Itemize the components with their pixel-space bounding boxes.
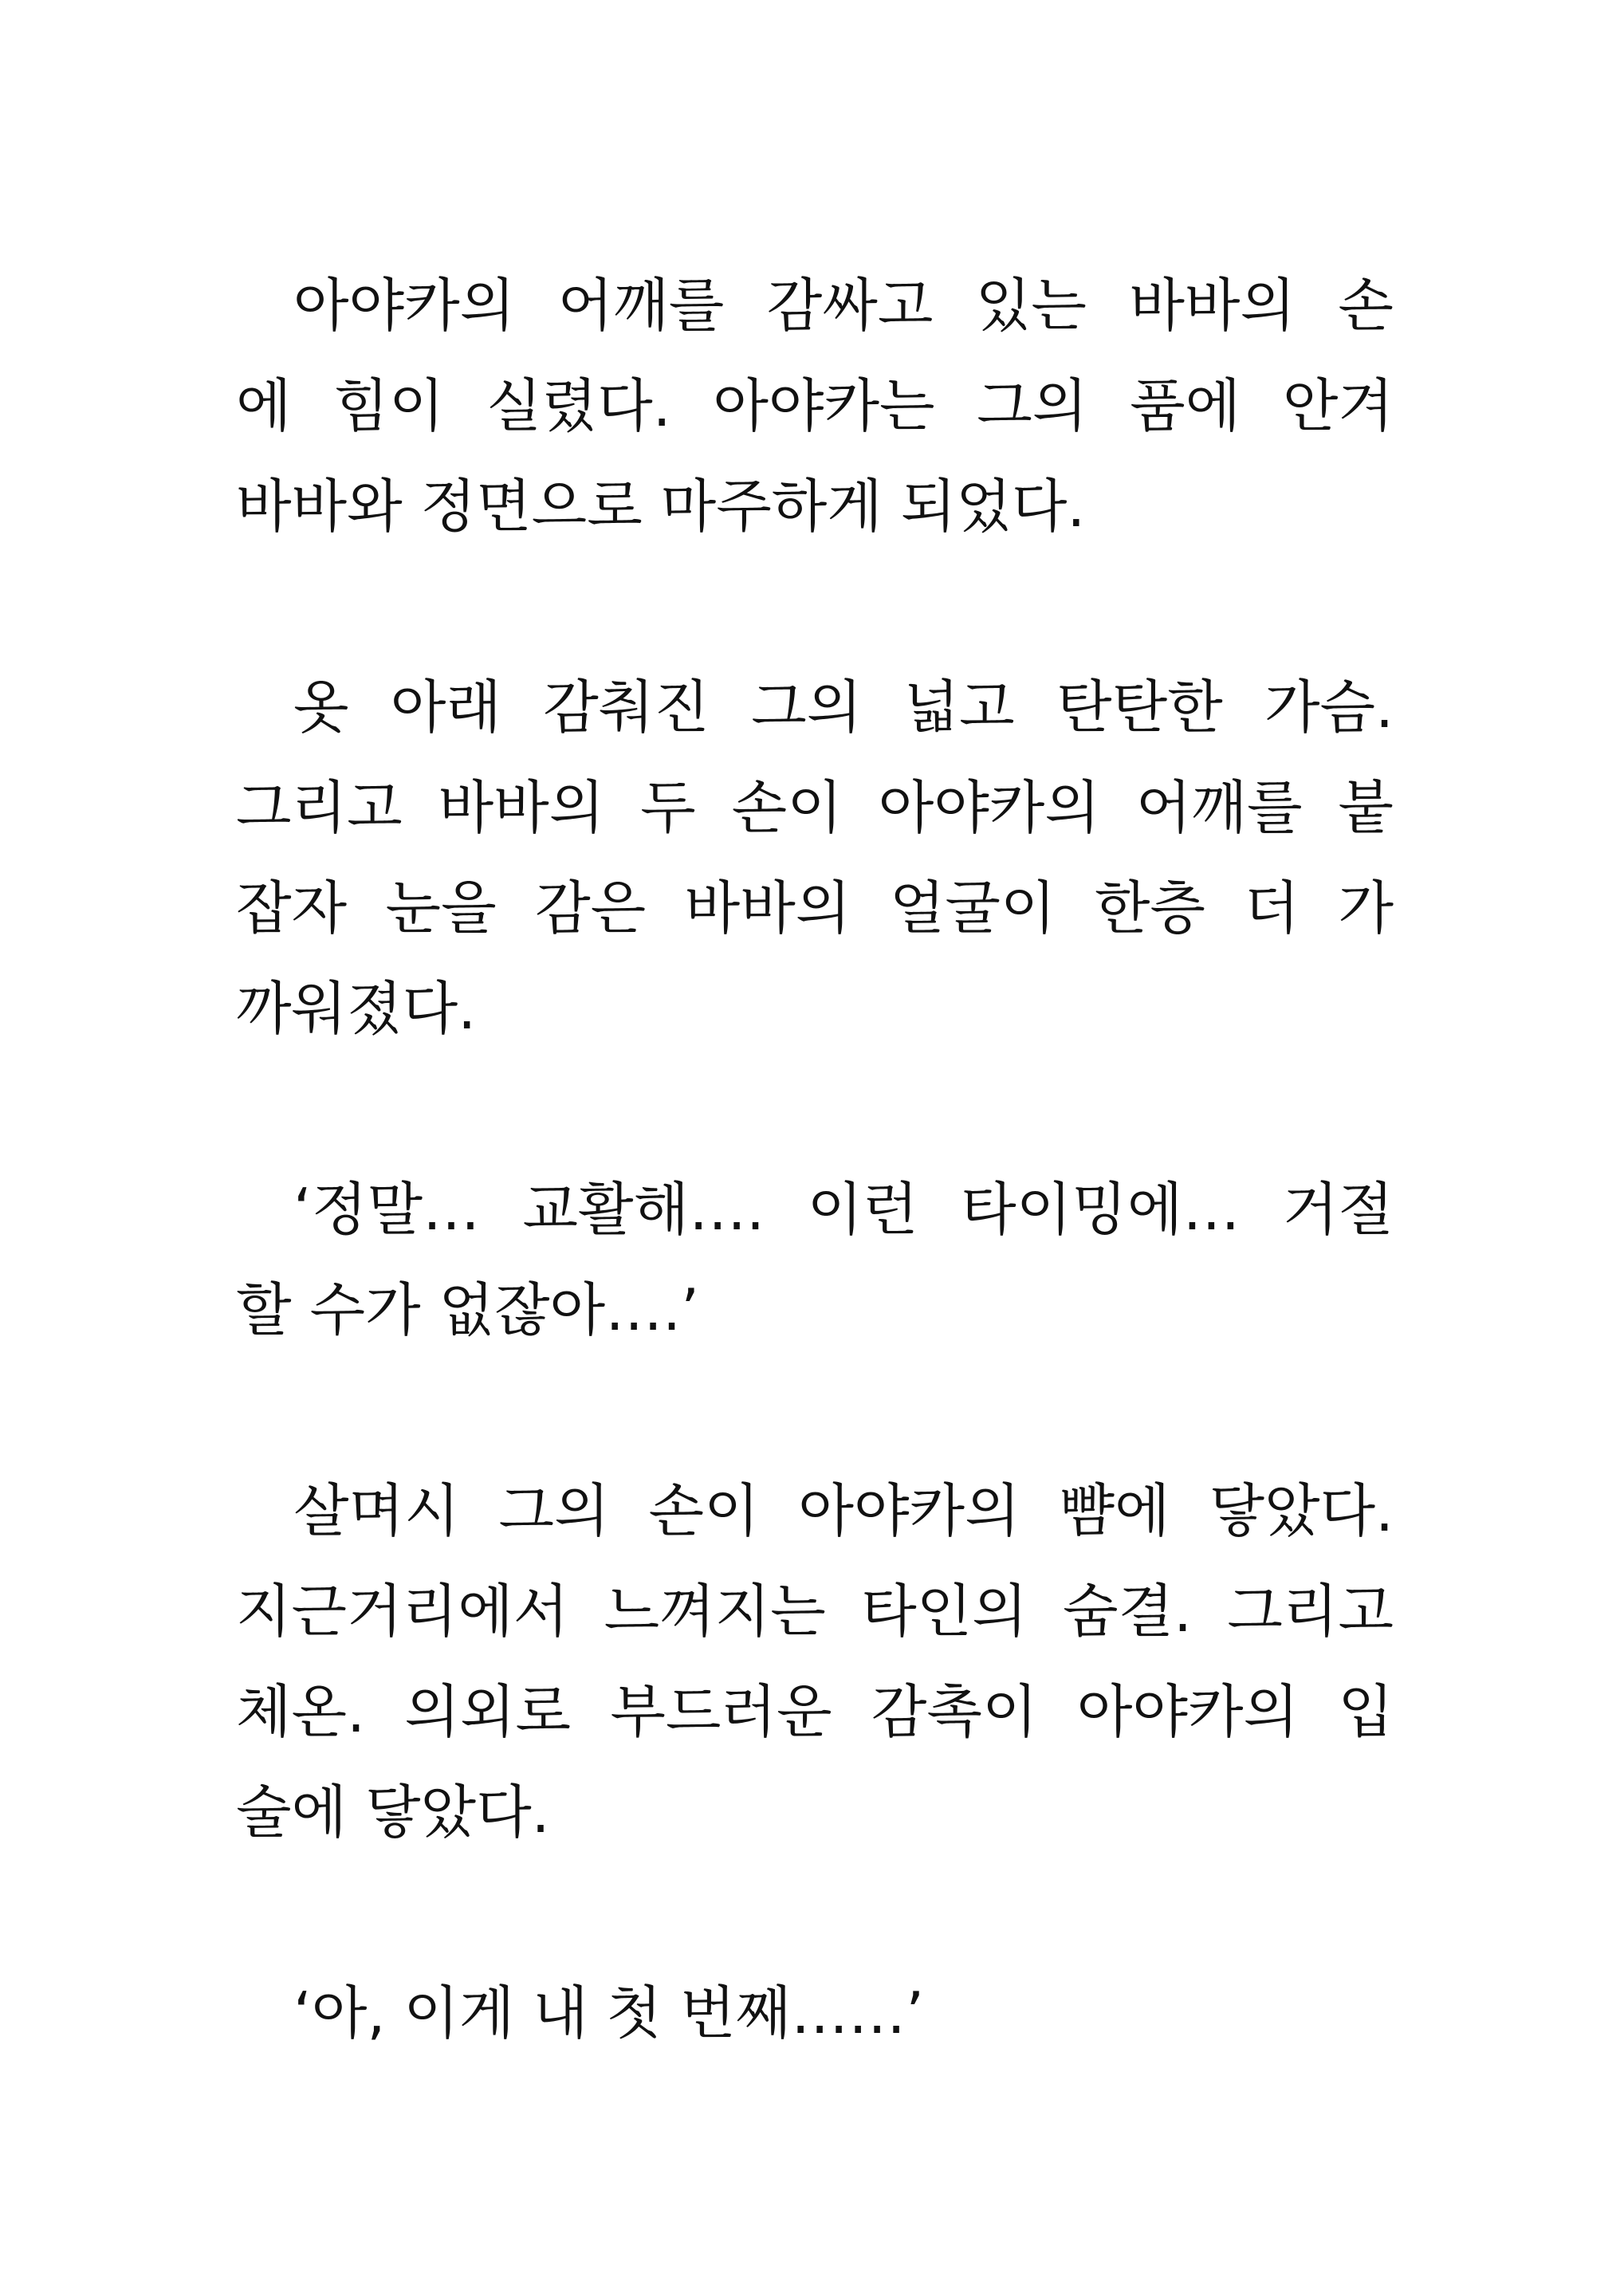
paragraph-3: [236, 1159, 1394, 1360]
text-line: 까워졌다.: [236, 975, 477, 1042]
text-line: 아야카의 어깨를 감싸고 있는 바바의 손: [293, 272, 1394, 339]
text-line: 할 수가 없잖아….’: [236, 1276, 699, 1343]
text-line: 살며시 그의 손이 아야카의 뺨에 닿았다.: [293, 1477, 1394, 1544]
paragraph-1: [236, 255, 1394, 556]
text-line: ‘정말… 교활해…. 이런 타이밍에… 거절: [293, 1176, 1394, 1243]
text-line: 에 힘이 실렸다. 아야카는 그의 품에 안겨: [236, 372, 1394, 439]
text-line: 술에 닿았다.: [236, 1779, 550, 1846]
page-body-text: [236, 255, 1394, 2164]
text-line: 체온. 의외로 부드러운 감촉이 아야카의 입: [236, 1678, 1394, 1745]
text-line: 잡자 눈을 감은 바바의 얼굴이 한층 더 가: [236, 875, 1394, 942]
paragraph-5: [236, 1963, 1394, 2063]
paragraph-2: [236, 657, 1394, 1059]
paragraph-4: [236, 1461, 1394, 1862]
text-line: 바바와 정면으로 마주하게 되었다.: [236, 473, 1086, 540]
text-line: 옷 아래 감춰진 그의 넓고 탄탄한 가슴.: [293, 674, 1394, 741]
text-line: 그리고 바바의 두 손이 아야카의 어깨를 붙: [236, 774, 1394, 841]
text-line: 지근거리에서 느껴지는 타인의 숨결. 그리고: [236, 1578, 1394, 1645]
text-line: ‘아, 이게 내 첫 번째……’: [293, 1980, 925, 2046]
